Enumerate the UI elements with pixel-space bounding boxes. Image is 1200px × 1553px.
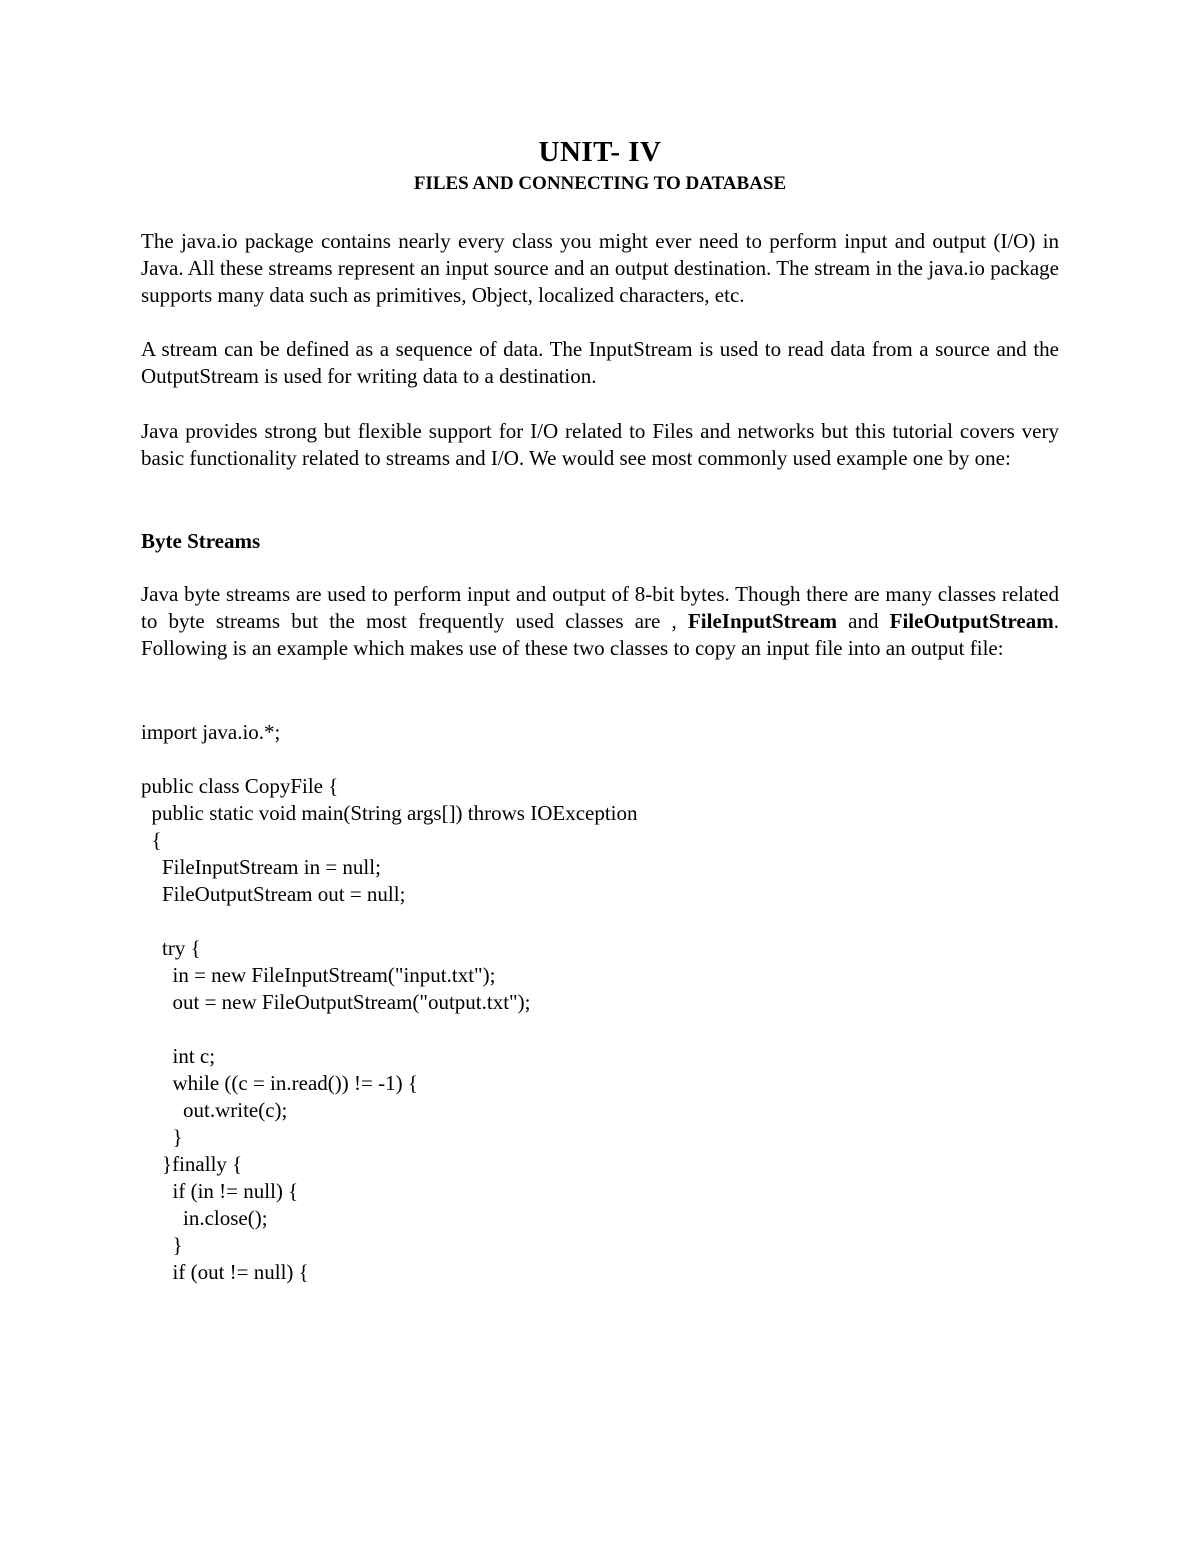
code-line: } — [141, 1125, 183, 1149]
code-line: import java.io.*; — [141, 720, 281, 744]
code-line: try { — [141, 936, 201, 960]
code-line: while ((c = in.read()) != -1) { — [141, 1071, 418, 1095]
code-listing — [141, 719, 1059, 1286]
byte-streams-text-1: Java byte streams are used to perform input and output of 8-bit bytes. Though there are many classes related to byte streams but the most frequently used classes are , — [141, 582, 1059, 633]
code-line: in.close(); — [141, 1206, 268, 1230]
intro-paragraph: The java.io package contains nearly every class you might ever need to perform input and output (I/O) in Java. All these streams represent an input source and an output destination. The stream in the java.io package supports many data such as primitives, Object, localized characters, etc. — [141, 229, 1059, 307]
code-line: FileInputStream in = null; — [141, 855, 381, 879]
byte-streams-text-2: and — [836, 609, 890, 633]
code-line: }finally { — [141, 1152, 243, 1176]
code-line — [141, 1016, 1059, 1043]
code-line: out.write(c); — [141, 1098, 288, 1122]
code-line: if (in != null) { — [141, 1179, 299, 1203]
code-line: public static void main(String args[]) throws IOException — [141, 801, 638, 825]
fileinputstream-term: FileInputStream — [687, 609, 837, 633]
code-line: { — [141, 828, 162, 852]
java-io-support-paragraph: Java provides strong but flexible support for I/O related to Files and networks but this tutorial covers very basic functionality related to streams and I/O. We would see most commonly used example one by one: — [141, 419, 1059, 470]
fileoutputstream-term: FileOutputStream — [889, 609, 1054, 633]
page-subtitle: FILES AND CONNECTING TO DATABASE — [413, 173, 787, 194]
code-line: out = new FileOutputStream("output.txt"); — [141, 990, 531, 1014]
code-line — [141, 908, 1059, 935]
code-line: } — [141, 1233, 183, 1257]
page-title: UNIT- IV — [538, 136, 662, 168]
stream-definition-paragraph: A stream can be defined as a sequence of data. The InputStream is used to read data from a source and the OutputStream is used for writing data to a destination. — [141, 337, 1059, 388]
code-line: public class CopyFile { — [141, 774, 339, 798]
byte-streams-heading: Byte Streams — [141, 529, 261, 553]
code-line: int c; — [141, 1044, 216, 1068]
byte-streams-paragraph — [141, 581, 1059, 662]
byte-streams-text-3: . Following is an example which makes use of these two classes to copy an input file into an output file: — [141, 609, 1059, 660]
code-line: FileOutputStream out = null; — [141, 882, 406, 906]
code-line: if (out != null) { — [141, 1260, 309, 1284]
code-line: in = new FileInputStream("input.txt"); — [141, 963, 496, 987]
code-line — [141, 746, 1059, 773]
